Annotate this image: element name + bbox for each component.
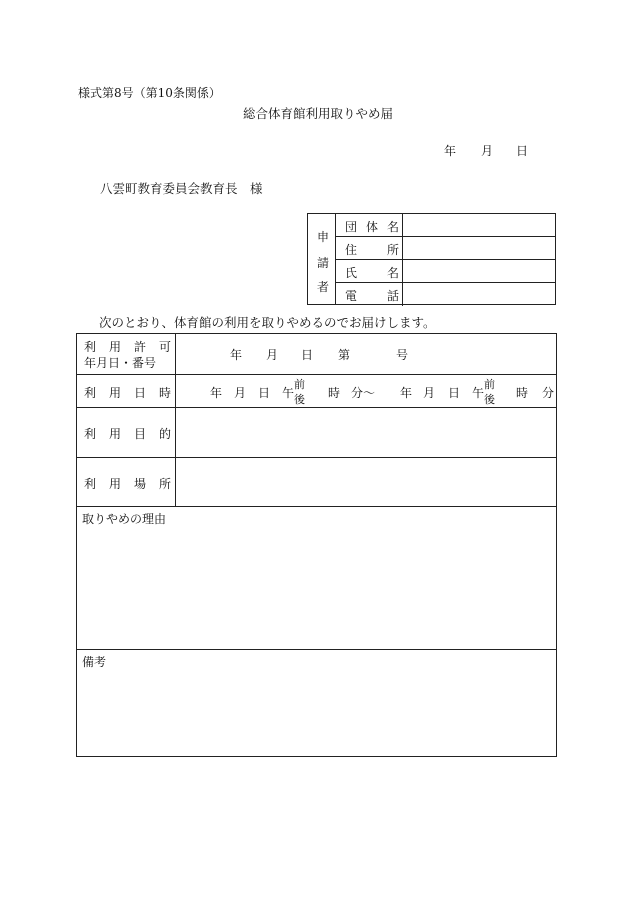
label-char: 所 (159, 477, 172, 491)
label-char: 目 (134, 427, 147, 441)
usage-datetime-row (77, 375, 556, 408)
label-char: 場 (134, 477, 147, 491)
label-char: 団 (345, 220, 358, 234)
start-day-unit: 日 (258, 386, 271, 400)
label-char: 話 (387, 289, 400, 303)
permit-row (77, 334, 556, 375)
phone-field[interactable] (403, 283, 555, 306)
label-char: 体 (366, 220, 379, 234)
end-day-unit: 日 (448, 386, 461, 400)
usage-datetime-label (77, 375, 176, 407)
purpose-row (77, 408, 556, 458)
label-char: 利 (84, 386, 97, 400)
label-char: 氏 (345, 266, 358, 280)
applicant-label (336, 260, 403, 283)
applicant-side-label (308, 214, 336, 304)
place-label (77, 458, 176, 506)
reason-row (77, 507, 556, 650)
label-char: 名 (387, 220, 400, 234)
permit-number-suffix: 号 (396, 348, 409, 362)
name-field[interactable] (403, 260, 555, 283)
start-pm: 後 (294, 393, 305, 406)
usage-datetime-field[interactable] (176, 375, 556, 407)
label-char: 用 (109, 427, 122, 441)
purpose-label (77, 408, 176, 457)
applicant-label (336, 283, 403, 306)
label-char: 可 (159, 340, 172, 354)
permit-year-unit: 年 (230, 348, 243, 362)
end-minute-unit: 分 (542, 386, 555, 400)
start-ampm-prefix: 午 (282, 386, 295, 400)
reason-field[interactable] (77, 525, 556, 649)
label-char: 的 (159, 427, 172, 441)
label-char: 日 (134, 386, 147, 400)
cancellation-table (76, 333, 557, 757)
label-line2: 年月日・番号 (84, 356, 157, 370)
label-char: 用 (109, 386, 122, 400)
applicant-row-address (336, 237, 555, 260)
label-char: 名 (387, 266, 400, 280)
permit-month-unit: 月 (266, 348, 279, 362)
intro-text: 次のとおり、体育館の利用を取りやめるのでお届けします。 (99, 315, 436, 330)
label-char: 所 (387, 243, 400, 257)
permit-number-prefix: 第 (338, 348, 351, 362)
label-char: 住 (345, 243, 358, 257)
start-month-unit: 月 (234, 386, 247, 400)
label-char: 電 (345, 289, 358, 303)
applicant-table (307, 213, 556, 305)
end-pm: 後 (484, 393, 495, 406)
place-field[interactable] (176, 458, 556, 506)
range-separator: ～ (363, 386, 376, 400)
date-year-unit: 年 (444, 144, 457, 158)
start-year-unit: 年 (210, 386, 223, 400)
label-char: 利 (84, 477, 97, 491)
applicant-side-char: 者 (317, 280, 330, 294)
label-char: 許 (134, 340, 147, 354)
date-month-unit: 月 (481, 144, 494, 158)
start-hour-unit: 時 (328, 386, 341, 400)
label-char: 時 (159, 386, 172, 400)
permit-day-unit: 日 (301, 348, 314, 362)
end-am: 前 (484, 378, 495, 391)
permit-label (77, 334, 176, 374)
applicant-row-phone (336, 283, 555, 306)
purpose-field[interactable] (176, 408, 556, 457)
form-number: 様式第8号（第10条関係） (78, 86, 221, 100)
applicant-side-char: 申 (317, 230, 330, 244)
label-char: 利 (84, 340, 97, 354)
permit-value-field[interactable] (176, 334, 556, 374)
start-am: 前 (294, 378, 305, 391)
end-year-unit: 年 (400, 386, 413, 400)
start-minute-unit: 分 (351, 386, 364, 400)
applicant-row-group-name (336, 214, 555, 237)
group-name-field[interactable] (403, 214, 555, 237)
reason-label: 取りやめの理由 (82, 512, 167, 526)
remarks-field[interactable] (77, 668, 556, 756)
remarks-row (77, 650, 556, 756)
end-ampm-prefix: 午 (472, 386, 485, 400)
label-char: 用 (109, 340, 122, 354)
applicant-row-name (336, 260, 555, 283)
end-hour-unit: 時 (516, 386, 529, 400)
addressee: 八雲町教育委員会教育長 様 (100, 181, 263, 196)
remarks-label: 備考 (82, 655, 107, 669)
applicant-label (336, 237, 403, 260)
applicant-label (336, 214, 403, 237)
date-day-unit: 日 (516, 144, 529, 158)
applicant-side-char: 請 (317, 256, 330, 270)
address-field[interactable] (403, 237, 555, 260)
label-char: 利 (84, 427, 97, 441)
place-row (77, 458, 556, 507)
form-title: 総合体育館利用取りやめ届 (243, 106, 394, 121)
label-char: 用 (109, 477, 122, 491)
end-month-unit: 月 (423, 386, 436, 400)
